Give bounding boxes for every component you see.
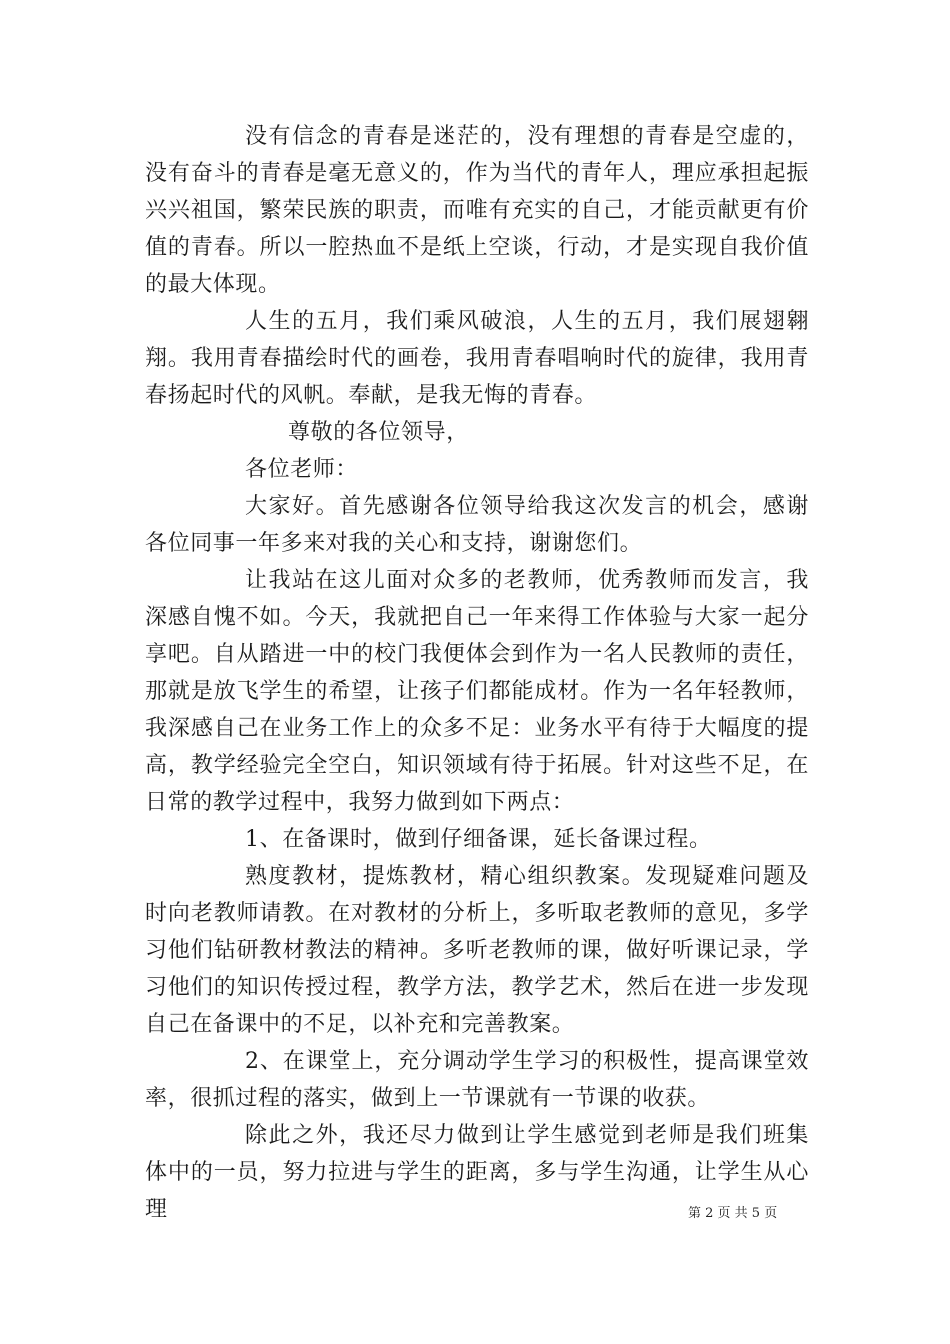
document-body xyxy=(145,118,809,1228)
paragraph-youth-belief: 没有信念的青春是迷茫的，没有理想的青春是空虚的，没有奋斗的青春是毫无意义的，作为当代的青年人，理应承担起振兴兴祖国，繁荣民族的职责，而唯有充实的自己，才能贡献更有价值的青春。所以一腔热血不是纸上空谈，行动，才是实现自我价值的最大体现。 xyxy=(145,124,809,297)
paragraph-may-of-life: 人生的五月，我们乘风破浪，人生的五月，我们展翅翱翔。我用青春描绘时代的画卷，我用青春唱响时代的旋律，我用青春扬起时代的风帆。奉献，是我无悔的青春。 xyxy=(145,309,809,408)
page-number: 第 2 页 共 5 页 xyxy=(688,1206,778,1221)
paragraph-experience: 让我站在这儿面对众多的老教师，优秀教师而发言，我深感自愧不如。今天，我就把自己一年来得工作体验与大家一起分享吧。自从踏进一中的校门我便体会到作为一名人民教师的责任，那就是放飞学生的希望，让孩子们都能成材。作为一名年轻教师，我深感自己在业务工作上的众多不足：业务水平有待于大幅度的提高，教学经验完全空白，知识领域有待于拓展。针对这些不足，在日常的教学过程中，我努力做到如下两点： xyxy=(145,568,809,815)
salutation-leaders: 尊敬的各位领导， xyxy=(288,420,469,445)
paragraph-greeting: 大家好。首先感谢各位领导给我这次发言的机会，感谢各位同事一年多来对我的关心和支持，谢谢您们。 xyxy=(145,494,809,556)
list-item-1-lesson-prep: 1、在备课时，做到仔细备课，延长备课过程。 xyxy=(245,827,712,852)
paragraph-study-materials: 熟度教材，提炼教材，精心组织教案。发现疑难问题及时向老教师请教。在对教材的分析上，多听取老教师的意见，多学习他们钻研教材教法的精神。多听老教师的课，做好听课记录，学习他们的知识传授过程，教学方法，教学艺术，然后在进一步发现自己在备课中的不足，以补充和完善教案。 xyxy=(145,864,809,1037)
salutation-teachers: 各位老师： xyxy=(245,457,359,482)
paragraph-besides: 除此之外，我还尽力做到让学生感觉到老师是我们班集体中的一员，努力拉进与学生的距离，多与学生沟通，让学生从心理 xyxy=(145,1123,809,1222)
list-item-2-classroom: 2、在课堂上，充分调动学生学习的积极性，提高课堂效率，很抓过程的落实，做到上一节课就有一节课的收获。 xyxy=(145,1049,809,1111)
